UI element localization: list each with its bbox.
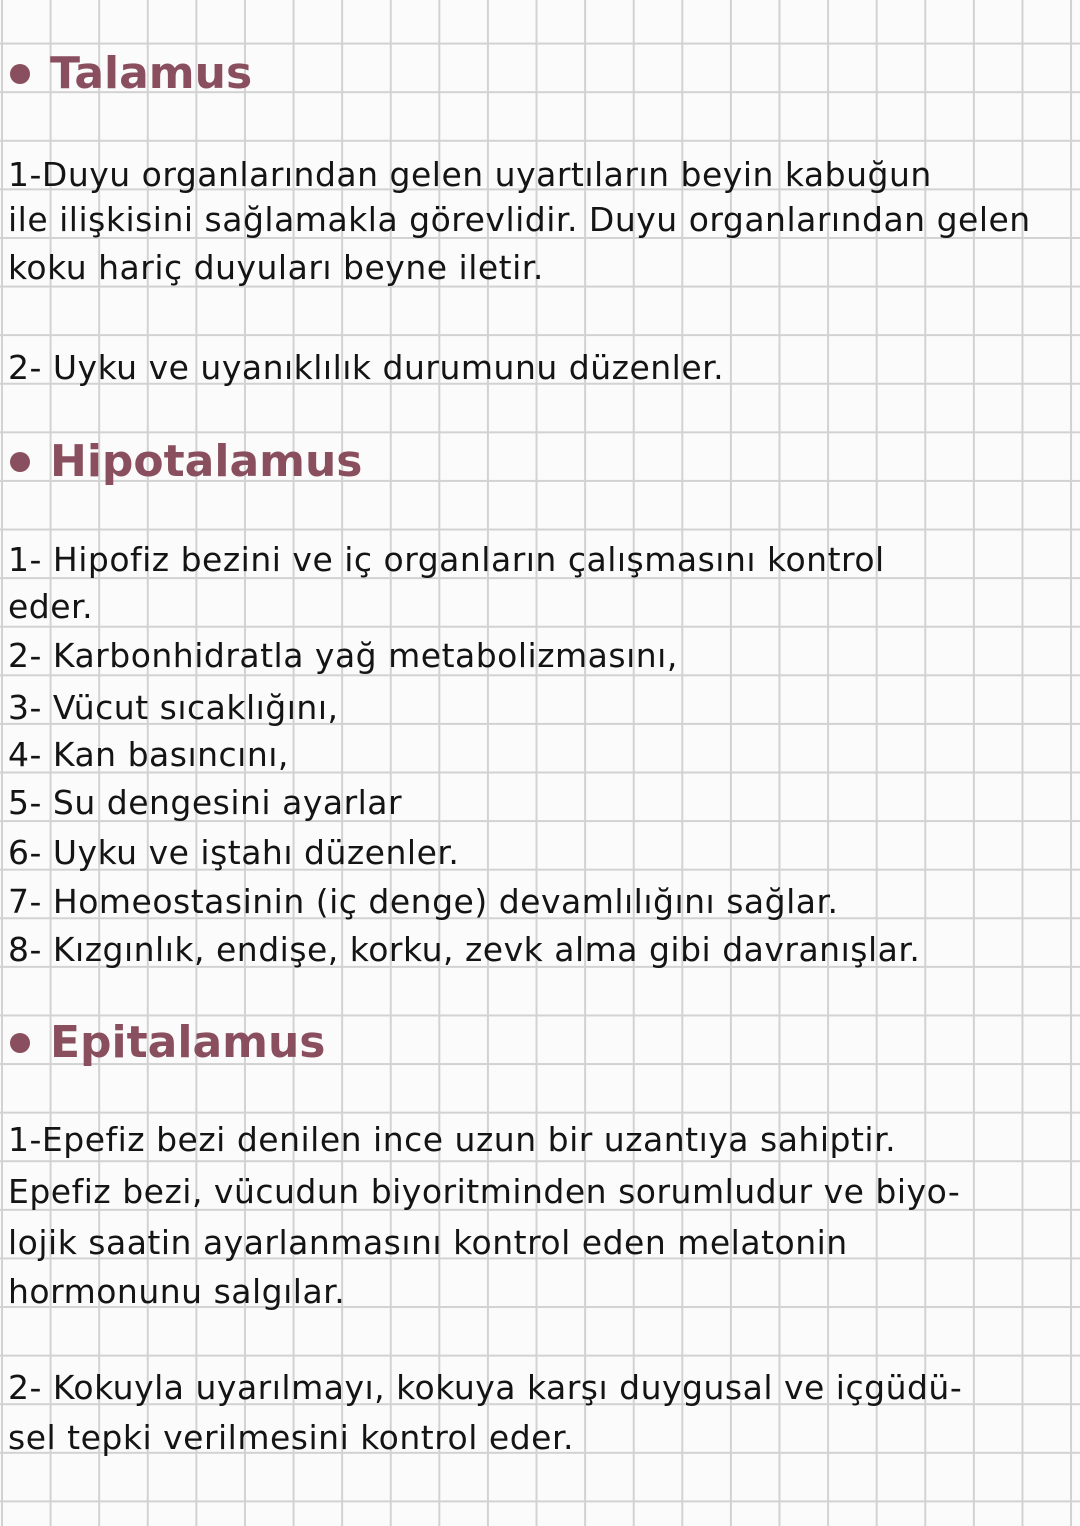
heading-text: Epitalamus [50, 1017, 326, 1068]
text-line: hormonunu salgılar. [8, 1272, 346, 1311]
bullet-icon [10, 452, 30, 472]
bullet-icon [10, 1033, 30, 1053]
text-line: eder. [8, 587, 94, 626]
text-line: ile ilişkisini sağlamakla görevlidir. Duyu organlarından gelen [8, 200, 1031, 239]
text-line: 7- Homeostasinin (iç denge) devamlılığını sağlar. [8, 882, 839, 921]
text-line: 1- Hipofiz bezini ve iç organların çalışmasını kontrol [8, 540, 885, 579]
text-line: Epefiz bezi, vücudun biyoritminden sorumludur ve biyo- [8, 1172, 961, 1211]
text-line: lojik saatin ayarlanmasını kontrol eden melatonin [8, 1223, 848, 1262]
heading-text: Talamus [50, 48, 253, 99]
heading-text: Hipotalamus [50, 436, 363, 487]
text-line: 2- Kokuyla uyarılmayı, kokuya karşı duygusal ve içgüdü- [8, 1368, 963, 1407]
text-line: sel tepki verilmesini kontrol eder. [8, 1418, 574, 1457]
text-line: 3- Vücut sıcaklığını, [8, 688, 339, 727]
text-line: 2- Karbonhidratla yağ metabolizmasını, [8, 636, 678, 675]
text-line: 5- Su dengesini ayarlar [8, 783, 403, 822]
text-line: 6- Uyku ve iştahı düzenler. [8, 833, 460, 872]
text-line: 1-Epefiz bezi denilen ince uzun bir uzantıya sahiptir. [8, 1120, 897, 1159]
bullet-icon [10, 64, 30, 84]
heading-talamus [10, 48, 252, 100]
text-line: 4- Kan basıncını, [8, 735, 289, 774]
text-line: 8- Kızgınlık, endişe, korku, zevk alma gibi davranışlar. [8, 930, 921, 969]
text-line: 2- Uyku ve uyanıklılık durumunu düzenler. [8, 348, 725, 387]
heading-epitalamus [10, 1017, 326, 1069]
text-line: 1-Duyu organlarından gelen uyartıların beyin kabuğun [8, 155, 932, 194]
text-line: koku hariç duyuları beyne iletir. [8, 248, 544, 287]
heading-hipotalamus [10, 436, 363, 488]
